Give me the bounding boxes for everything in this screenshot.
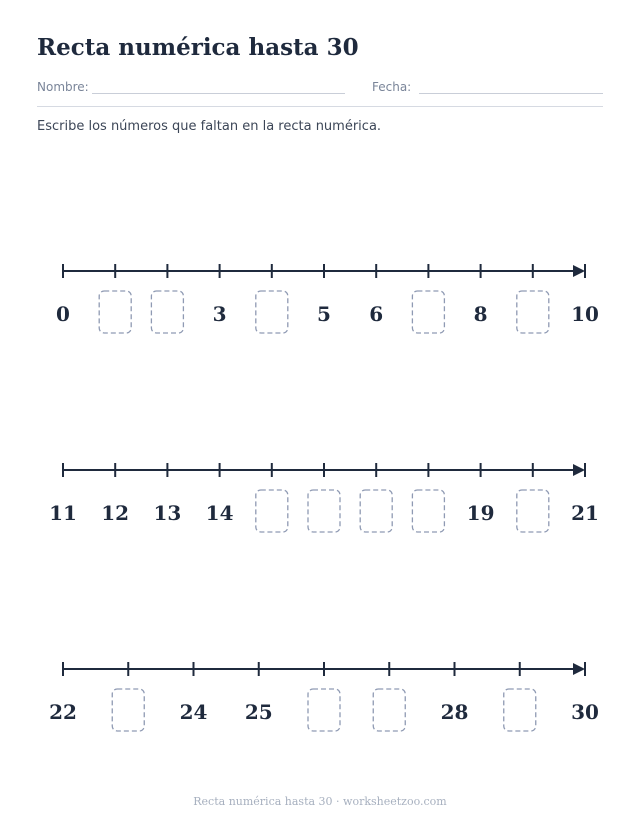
header-divider: [37, 106, 603, 107]
answer-box[interactable]: [112, 689, 144, 731]
arrow-right-icon: [573, 464, 585, 476]
answer-box[interactable]: [412, 490, 444, 532]
tick-label: 8: [473, 302, 488, 326]
tick-label: 6: [369, 302, 384, 326]
answer-box[interactable]: [308, 689, 340, 731]
date-field[interactable]: [419, 93, 603, 94]
answer-box[interactable]: [517, 291, 549, 333]
answer-box[interactable]: [504, 689, 536, 731]
tick-label: 0: [56, 302, 70, 326]
name-label: Nombre:: [37, 80, 89, 94]
tick-label: 19: [466, 501, 495, 525]
arrow-right-icon: [573, 663, 585, 675]
tick-label: 24: [179, 700, 208, 724]
answer-box[interactable]: [517, 490, 549, 532]
tick-label: 14: [205, 501, 234, 525]
footer: Recta numérica hasta 30 · worksheetzoo.com: [193, 795, 447, 808]
tick-label: 5: [317, 302, 331, 326]
answer-box[interactable]: [256, 291, 288, 333]
answer-box[interactable]: [360, 490, 392, 532]
worksheet-title: Recta numérica hasta 30: [37, 34, 359, 61]
tick-label: 3: [212, 302, 227, 326]
tick-label: 13: [153, 501, 182, 525]
tick-label: 10: [571, 302, 599, 326]
tick-label: 30: [571, 700, 599, 724]
tick-label: 11: [49, 501, 77, 525]
answer-box[interactable]: [373, 689, 405, 731]
tick-label: 12: [101, 501, 130, 525]
instructions: Escribe los números que faltan en la recta numérica.: [37, 119, 382, 134]
tick-label: 25: [244, 700, 273, 724]
answer-box[interactable]: [308, 490, 340, 532]
tick-label: 22: [49, 700, 77, 724]
answer-box[interactable]: [256, 490, 288, 532]
answer-box[interactable]: [99, 291, 131, 333]
number-line-2: [0, 449, 640, 539]
arrow-right-icon: [573, 265, 585, 277]
tick-label: 28: [440, 700, 469, 724]
name-field[interactable]: [92, 93, 345, 94]
date-label: Fecha:: [372, 80, 412, 94]
answer-box[interactable]: [151, 291, 183, 333]
number-line-3: [0, 648, 640, 738]
tick-label: 21: [571, 501, 599, 525]
number-line-1: [0, 250, 640, 340]
answer-box[interactable]: [412, 291, 444, 333]
